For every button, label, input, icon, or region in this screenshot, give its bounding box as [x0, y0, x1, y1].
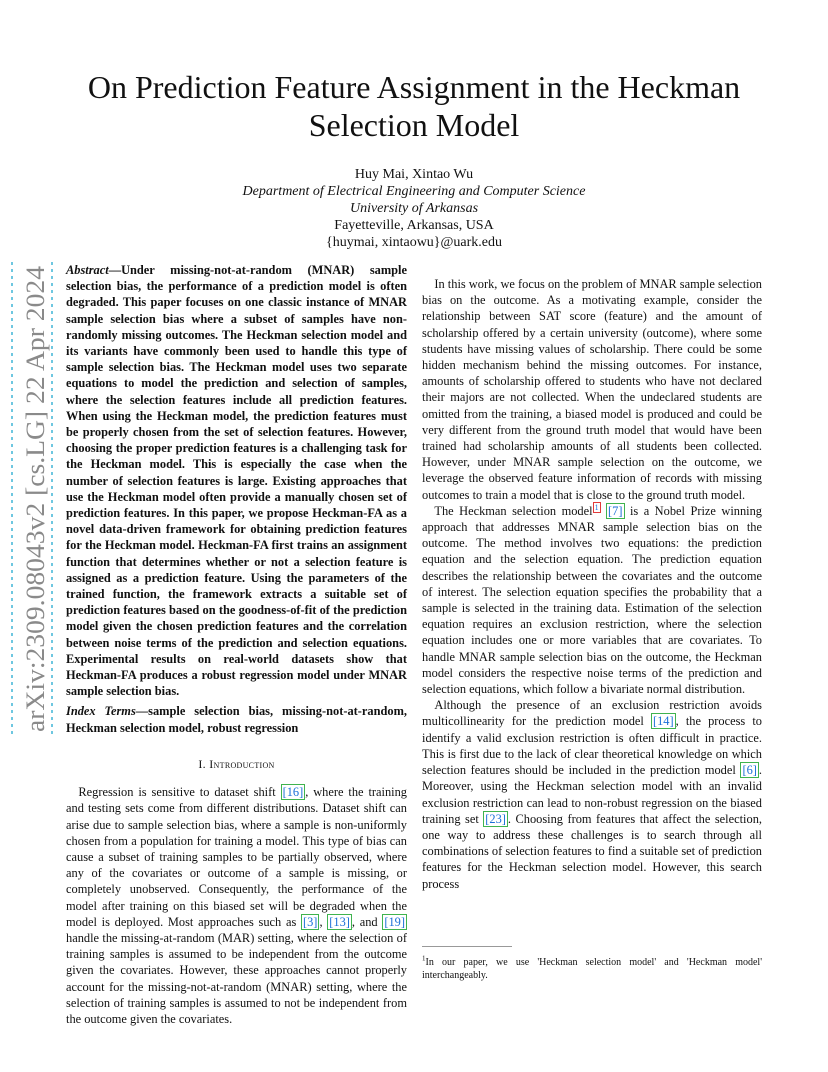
author-university: University of Arkansas — [349, 201, 479, 216]
footnote-link[interactable]: 1 — [594, 502, 599, 512]
intro-paragraph-2: In this work, we focus on the problem of MNAR sample selection bias on the outcome. As a motivating example, consider the relationship between SAT score (feature) and the amount of scholarship offered by a certain university (outcome), where some students have missing values of scholarship. There could be some hidden mechanism behind the missing outcomes. For instance, amounts of scholarship offered to students who have not declared their majors are not collected. When the undeclared students are omitted from the training, a biased model is produced and could be very different from the ground truth model that would have been trained had scholarship amounts of all students been collected. However, under MNAR sample selection on the outcome, we leverage the observed feature information of records with missing outcomes to train a model that is close to the ground truth model. — [422, 277, 762, 502]
arxiv-stamp — [6, 258, 58, 738]
text-run: . Moreover, using the Heckman selection model with an invalid exclusion restriction can lead to non-robust regression on the biased training set — [422, 763, 762, 826]
arxiv-stamp-graphic — [6, 258, 58, 738]
text-run: Regression is sensitive to dataset shift — [78, 785, 281, 800]
paper-title: On Prediction Feature Assignment in the Heckman Selection Model — [87, 69, 741, 143]
text-run: The Heckman selection model — [434, 503, 593, 518]
author-block — [60, 166, 768, 251]
left-column — [66, 262, 407, 1027]
author-email: {huymai, xintaowu}@uark.edu — [325, 235, 503, 250]
index-terms-text: —sample selection bias, missing-not-at-random, Heckman selection model, robust regression — [66, 704, 407, 735]
abstract-lead: Abstract — [66, 263, 109, 277]
arxiv-identifier: arXiv:2309.08043v2 [cs.LG] 22 Apr 2024 — [21, 292, 50, 732]
footnote-mark: 1 — [422, 955, 426, 963]
citation-link[interactable]: [23] — [485, 811, 506, 826]
text-run: , and — [351, 914, 383, 929]
abstract-text: —Under missing-not-at-random (MNAR) sample selection bias, the performance of a prediction model is often degraded. This paper focuses on one classic instance of MNAR sample selection bias where a subset of samples have non-randomly missing outcomes. The Heckman selection model and its variants have commonly been used to handle this type of sample selection bias. The Heckman model uses two separate equations to model the prediction and selection of samples, where the selection features include all prediction features. When using the Heckman model, the prediction features must be properly chosen from the set of selection features. However, choosing the proper prediction features is a challenging task for the Heckman model. This is especially the case when the number of selection features is large. Existing approaches that use the Heckman model often provide a manually chosen set of prediction features. In this paper, we propose Heckman-FA as a novel data-driven framework for obtaining prediction features for the Heckman model. Heckman-FA first trains an assignment function that determines whether or not a selection feature is assigned as a prediction feature. Using the parameters of the trained function, the framework extracts a suitable set of prediction features based on the goodness-of-fit of the prediction model given the chosen prediction features and the correlation between noise terms of the prediction and selection equations. Experimental results on real-world datasets show that Heckman-FA produces a robust regression model under MNAR sample selection bias. — [66, 263, 407, 699]
intro-paragraph-4 — [422, 697, 762, 891]
citation-link[interactable]: [6] — [742, 763, 757, 778]
citation-link[interactable]: [7] — [608, 503, 623, 518]
citation-link[interactable]: [19] — [384, 914, 405, 929]
footnote — [422, 946, 762, 982]
text-run: , the process to identify a valid exclusion restriction is often difficult in practice. This is first due to the lack of clear theoretical knowledge on which selection features should be included in the prediction model — [422, 714, 762, 778]
footnote-text — [422, 957, 762, 981]
index-terms-lead: Index Terms — [66, 704, 136, 719]
index-terms — [66, 703, 407, 735]
citation-link[interactable]: [14] — [652, 714, 674, 729]
footnote-body: In our paper, we use 'Heckman selection model' and 'Heckman model' interchangeably. — [422, 957, 762, 981]
author-names: Huy Mai, Xintao Wu — [354, 167, 474, 182]
footnote-rule — [422, 946, 512, 947]
citation-link[interactable]: [13] — [329, 914, 350, 929]
text-run: Although the presence of an exclusion restriction avoids multicollinearity for the prediction model — [422, 698, 762, 729]
text-run: , — [319, 914, 328, 929]
text-run: handle the missing-at-random (MAR) setting, where the selection of training samples is assumed to be independent from the outcome given the covariates. However, these approaches cannot properly account for the missing-not-at-random (MNAR) setting, where the selection of training samples is assumed to not be independent from the outcome given the covariates. — [66, 930, 407, 1026]
author-location: Fayetteville, Arkansas, USA — [334, 218, 494, 233]
section-heading-introduction: I. Introduction — [198, 756, 275, 771]
text-run: , where the training and testing sets come from different distributions. Dataset shift can arise due to sample selection bias, where a sample is non-uniformly chosen from a population for training a model. This type of bias can cause a subset of training samples to be partially observed, where any of the covariates or outcome of a sample is missing, or completely unobserved. Consequently, the performance of the model after training on this biased set will be degraded when the model is deployed. Most approaches such as — [66, 785, 407, 929]
citation-link[interactable]: [3] — [302, 914, 318, 929]
abstract — [66, 262, 407, 699]
text-run: is a Nobel Prize winning approach that addresses MNAR sample selection bias on the outcome. The method involves two equations: the prediction equation and the selection equation. The prediction equation describes the relationship between the covariates and the outcome of interest. The selection equation specifies the probability that a sample is selected in the training data. Estimation of the selection equation requires an exclusion restriction, where the selection equation includes one or more variables that are covariates. To handle MNAR sample selection bias on the outcome, the Heckman model considers the respective noise terms of the prediction and selection equations, which follow a bivariate normal distribution. — [422, 503, 762, 697]
text-run: . Choosing from features that affect the selection, one way to address these challenges is to search through all combinations of selection features to find a suitable set of prediction features for the Heckman selection model. However, this search process — [422, 811, 762, 891]
right-column — [422, 276, 762, 892]
intro-paragraph-1 — [66, 784, 407, 1027]
intro-paragraph-3 — [422, 503, 762, 697]
citation-link[interactable]: [16] — [282, 785, 304, 800]
author-department: Department of Electrical Engineering and Computer Science — [242, 184, 586, 199]
